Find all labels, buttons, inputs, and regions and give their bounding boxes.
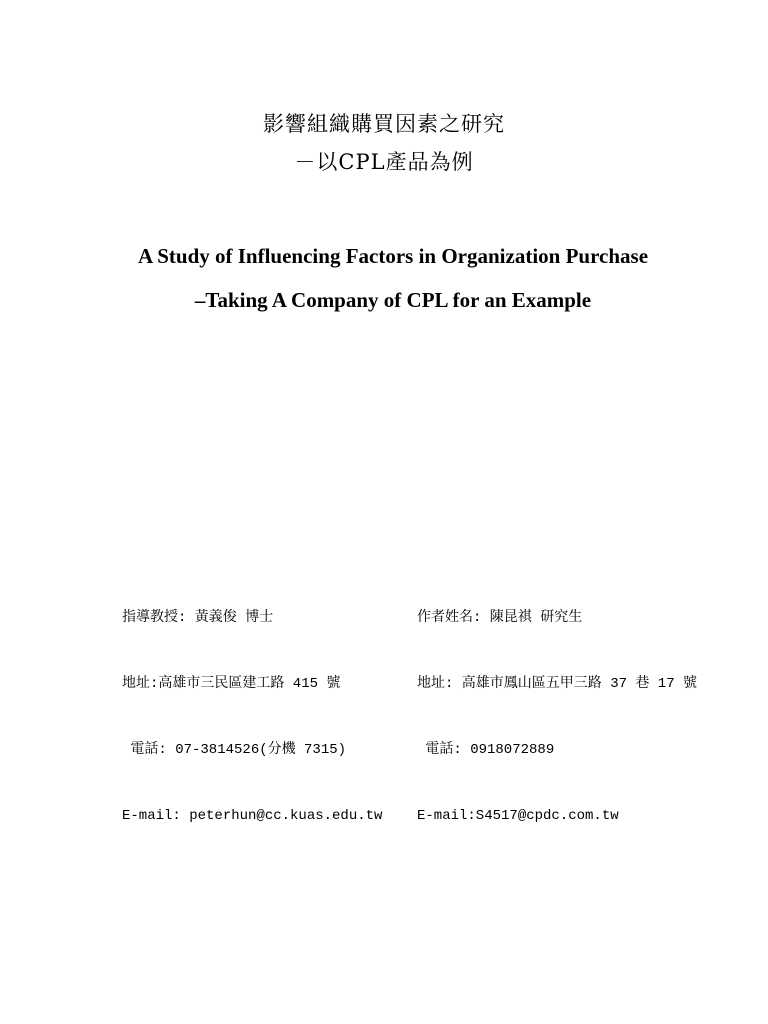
author-address: 地址: 高雄市鳳山區五甲三路 37 巷 17 號 (417, 676, 698, 692)
author-name: 作者姓名: 陳昆祺 研究生 (417, 610, 583, 626)
author-email: E-mail:S4517@cpdc.com.tw (417, 808, 619, 824)
advisor-info (122, 563, 382, 871)
english-subtitle: –Taking A Company of CPL for an Example (194, 288, 592, 312)
chinese-title: 影響組織購買因素之研究 (263, 112, 505, 136)
english-title: A Study of Influencing Factors in Organization Purchase (137, 244, 649, 268)
author-phone: 電話: 0918072889 (417, 742, 555, 758)
author-info (417, 563, 697, 871)
chinese-subtitle: －以CPL產品為例 (294, 150, 474, 174)
advisor-address: 地址:高雄市三民區建工路 415 號 (122, 676, 341, 692)
advisor-name: 指導教授: 黃義俊 博士 (122, 610, 274, 626)
advisor-email: E-mail: peterhun@cc.kuas.edu.tw (122, 808, 383, 824)
advisor-phone: 電話: 07-3814526(分機 7315) (122, 742, 347, 758)
